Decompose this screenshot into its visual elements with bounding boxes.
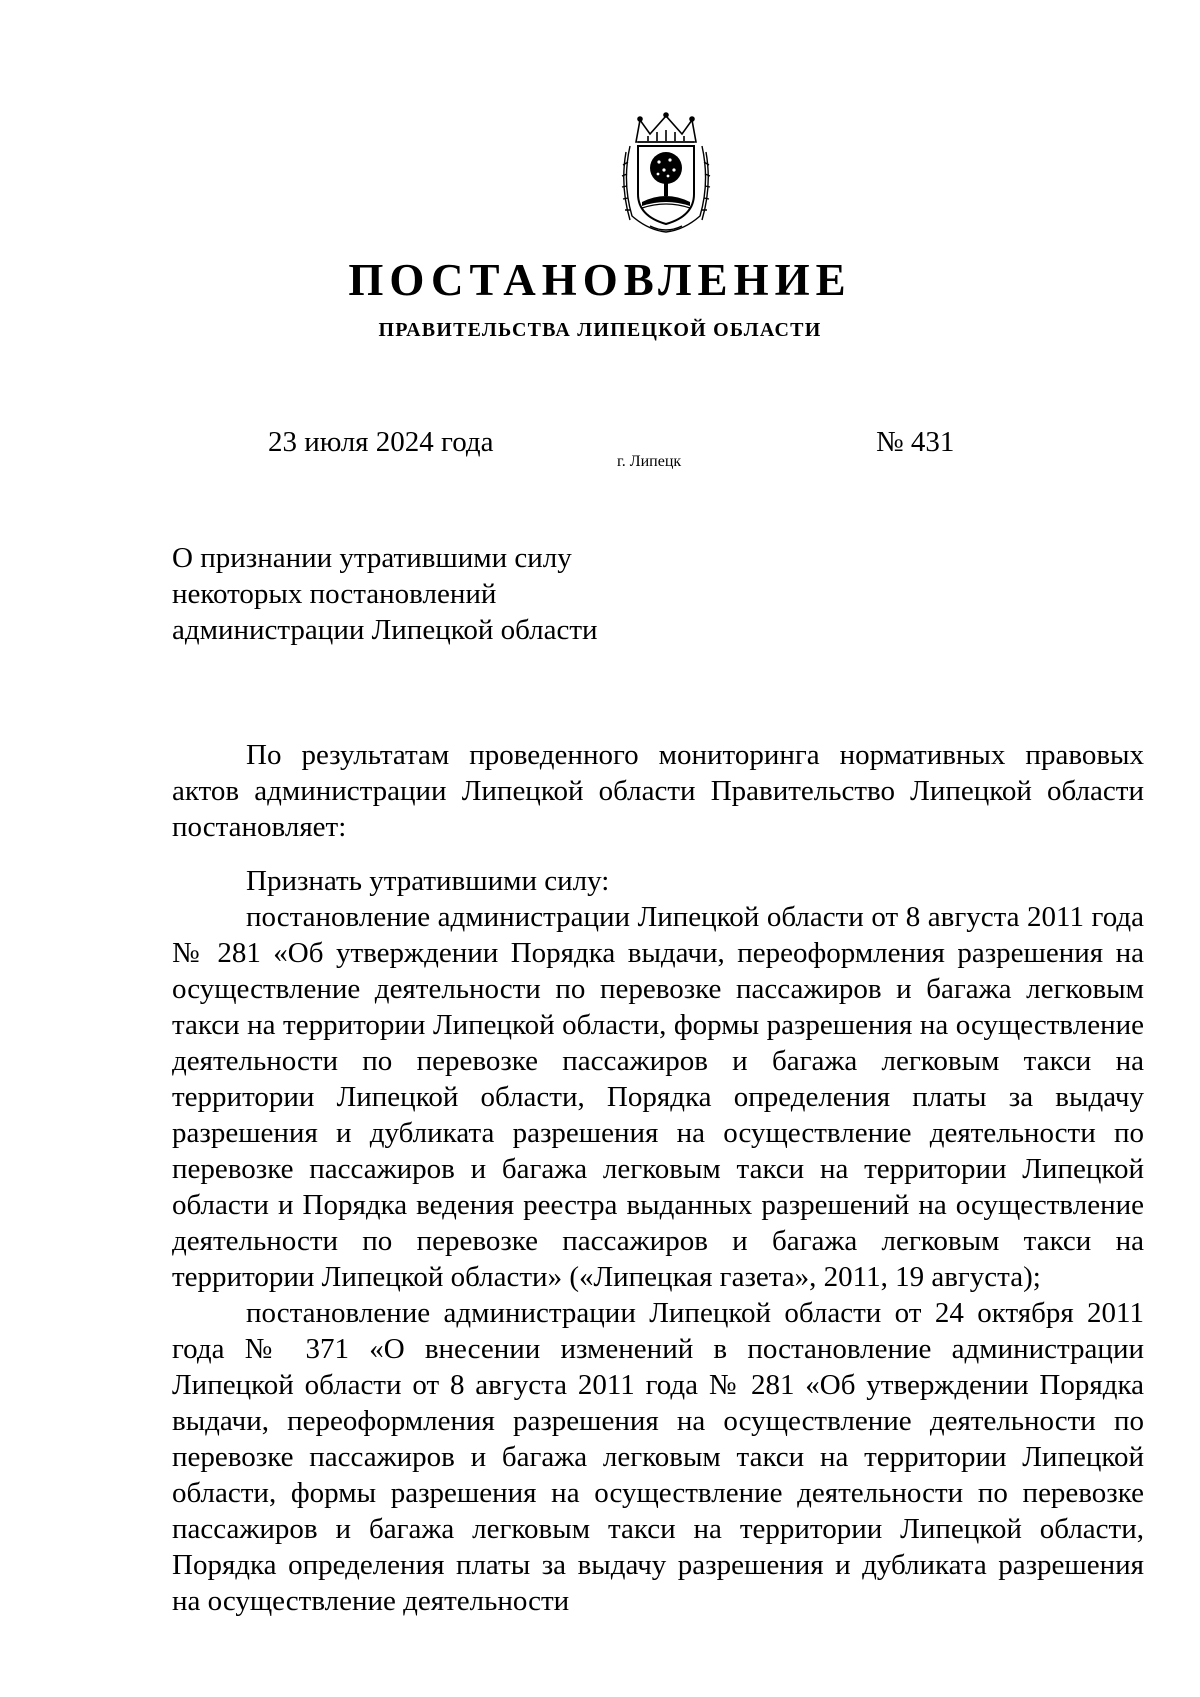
body-paragraph: постановление администрации Липецкой области от 8 августа 2011 года № 281 «Об утверждении Порядка выдачи, переоформления разрешения на осуществление деятельности по перевозке пассажиров и багажа легковым такси на территории Липецкой области, формы разрешения на осуществление деятельности по перевозке пассажиров и багажа легковым такси на территории Липецкой области, Порядка определения платы за выдачу разрешения и дубликата разрешения на осуществление деятельности по перевозке пассажиров и багажа легковым такси на территории Липецкой области и Порядка ведения реестра выданных разрешений на осуществление деятельности по перевозке пассажиров и багажа легковым такси на территории Липецкой области» («Липецкая газета», 2011, 19 августа); bbox=[172, 901, 1144, 1293]
subject-line: О признании утратившими силу bbox=[172, 542, 572, 574]
document-title: ПОСТАНОВЛЕНИЕ bbox=[348, 255, 852, 305]
document-subject bbox=[172, 540, 692, 648]
document-city: г. Липецк bbox=[617, 453, 682, 470]
issuing-authority: ПРАВИТЕЛЬСТВА ЛИПЕЦКОЙ ОБЛАСТИ bbox=[378, 319, 822, 341]
body-paragraph: Признать утратившими силу: bbox=[246, 865, 610, 897]
coat-of-arms-icon bbox=[620, 112, 712, 234]
subject-line: некоторых постановлений bbox=[172, 578, 497, 610]
document-body bbox=[172, 737, 1144, 1619]
subject-line: администрации Липецкой области bbox=[172, 614, 598, 646]
document-number: № 431 bbox=[876, 426, 955, 458]
body-paragraph: постановление администрации Липецкой области от 24 октября 2011 года № 371 «О внесении изменений в постановление администрации Липецкой области от 8 августа 2011 года № 281 «Об утверждении Порядка выдачи, переоформления разрешения на осуществление деятельности по перевозке пассажиров и багажа легковым такси на территории Липецкой области, формы разрешения на осуществление деятельности по перевозке пассажиров и багажа легковым такси на территории Липецкой области, Порядка определения платы за выдачу разрешения и дубликата разрешения на осуществление деятельности bbox=[172, 1297, 1144, 1617]
document-date: 23 июля 2024 года bbox=[268, 426, 494, 458]
body-paragraph: По результатам проведенного мониторинга нормативных правовых актов администрации Липецкой области Правительство Липецкой области постановляет: bbox=[172, 739, 1144, 843]
